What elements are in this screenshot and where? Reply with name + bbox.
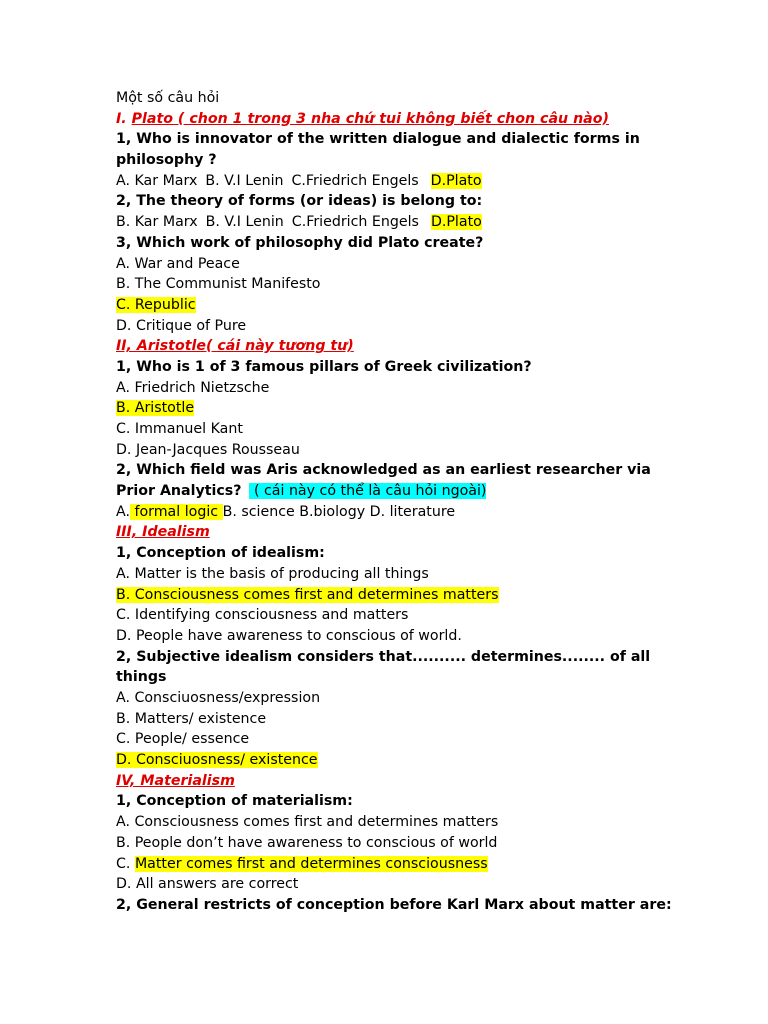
section-number: I. — [116, 110, 132, 127]
highlighted-answer: D. Consciuosness/ existence — [116, 752, 318, 769]
answer-option: C.Friedrich Engels — [291, 214, 419, 231]
highlighted-answer: D.Plato — [430, 172, 482, 189]
answer-option: C. Immanuel Kant — [116, 421, 243, 438]
answer-option: D. People have awareness to conscious of world. — [116, 627, 462, 644]
highlighted-answer: B. Consciousness comes first and determines matters — [116, 586, 499, 603]
answer-option: C.Friedrich Engels — [291, 172, 419, 189]
answer-option: B. People don’t have awareness to conscious of world — [116, 834, 498, 851]
highlighted-answer: Matter comes first and determines consciousness — [134, 855, 488, 872]
answer-option: D. All answers are correct — [116, 876, 299, 893]
document-page — [116, 88, 676, 916]
question-text: 3, Which work of philosophy did Plato create? — [116, 234, 484, 251]
answer-option: C. Identifying consciousness and matters — [116, 607, 409, 624]
answer-option: D. Jean-Jacques Rousseau — [116, 441, 300, 458]
question-text: 2, Subjective idealism considers that.......... determines........ of all things — [116, 648, 651, 686]
question-text-continued: Prior Analytics? ( cái này có thể là câu hỏi ngoài) — [116, 483, 487, 500]
answer-option: A. Consciuosness/expression — [116, 690, 321, 706]
section-heading-aristotle — [116, 336, 676, 357]
section-title: Plato ( chon 1 trong 3 nha chứ tui không biết chon câu nào) — [131, 110, 609, 127]
section-title: II, Aristotle( cái này tương tư) — [116, 338, 354, 355]
section-heading-idealism — [116, 522, 676, 543]
answer-option: A. Friedrich Nietzsche — [116, 379, 270, 396]
section-title: III, Idealism — [116, 524, 210, 541]
section-heading-plato — [116, 109, 676, 130]
highlighted-answer: B. Aristotle — [116, 400, 195, 417]
answer-option: B. The Communist Manifesto — [116, 276, 321, 293]
note-highlight: ( cái này có thể là câu hỏi ngoài) — [249, 483, 487, 500]
answer-row — [116, 502, 676, 523]
answer-option: C. People/ essence — [116, 731, 250, 748]
section-heading-materialism — [116, 771, 676, 792]
answer-option: B. Kar Marx — [116, 214, 198, 231]
answer-option: A. Consciousness comes first and determines matters — [116, 814, 499, 831]
answer-option: A. Matter is the basis of producing all things — [116, 565, 429, 582]
answer-option: D. Critique of Pure — [116, 317, 247, 334]
answer-row — [116, 171, 676, 192]
answer-option: B. V.I Lenin — [205, 214, 284, 231]
answer-option: B. V.I Lenin — [205, 172, 284, 189]
section-title: IV, Materialism — [116, 772, 235, 789]
answer-label: C. — [116, 855, 135, 872]
doc-title: Một số câu hỏi — [116, 90, 220, 106]
answer-row — [116, 854, 676, 875]
highlighted-answer: formal logic — [129, 503, 223, 520]
answer-label: A. — [116, 503, 130, 520]
question-text: 2, The theory of forms (or ideas) is belong to: — [116, 193, 483, 210]
question-text: 1, Who is 1 of 3 famous pillars of Greek civilization? — [116, 358, 532, 375]
question-text: 2, General restricts of conception before Karl Marx about matter are: — [116, 896, 672, 913]
answer-option: A. War and Peace — [116, 255, 240, 272]
highlighted-answer: D.Plato — [430, 214, 482, 231]
question-text: 2, Which field was Aris acknowledged as an earliest researcher via — [116, 462, 651, 479]
answer-row — [116, 212, 676, 233]
answer-options: B. science B.biology D. literature — [222, 503, 456, 520]
question-text: 1, Conception of idealism: — [116, 545, 325, 562]
answer-option: A. Kar Marx — [116, 172, 198, 189]
highlighted-answer: C. Republic — [116, 296, 196, 313]
question-text: 1, Conception of materialism: — [116, 793, 353, 810]
question-text: 1, Who is innovator of the written dialogue and dialectic forms in philosophy ? — [116, 131, 640, 169]
answer-option: B. Matters/ existence — [116, 710, 267, 727]
